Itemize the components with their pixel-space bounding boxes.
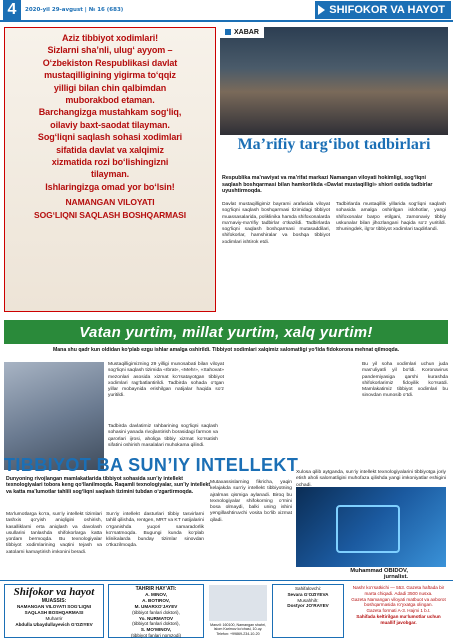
board-member: S. MO‘MINOV, (140, 627, 172, 633)
article2-col2: Tadbirda davlatimiz rahbarining sog‘liqni saqlash sohasini yanada rivojlantirish borasidagi farmon va qarorlari ijrosi, aholiga tibbiy xizmat ko‘rsatish sifatini oshirish masalalari muhokama qilindi. (108, 424, 218, 448)
founder-name: NAMANGAN VILOYATI SOG‘LIQNI SAQLASH BOSHQARMASI (16, 604, 91, 616)
footer-logo: Shifokor va hayot (13, 586, 95, 598)
greeting-box (4, 27, 216, 312)
greeting-line: oilaviy baxt-saodat tilayman. (50, 119, 170, 130)
footer-map-box (208, 584, 268, 638)
article3-col4: Xulosa qilib aytganda, sun’iy intellekt texnologiyalarini tibbiyotga joriy etish aholi salomatligini muhofaza qilishda yangi imkoniyatlar eshigini ochadi. (296, 470, 446, 488)
ai-chip-image (296, 487, 446, 567)
designer-name: Sevara G‘OZIYEVA (287, 591, 329, 597)
board-member-title: (tibbiyot fanlari nomzodi) (130, 632, 182, 638)
article3-author (300, 568, 408, 580)
masthead-brand: SHIFOKOR VA HAYOT (315, 1, 451, 19)
footer-address: Manzil: 160100, Namangan shahri, Islom Karimov ko‘chasi, 10-uy. Telefon: +99869-234-10-20 (210, 623, 266, 636)
greeting-text (11, 32, 209, 193)
article1-col2: Tadbirlarda mustaqillik yillarida sog‘liqni saqlash sohasida amalga oshirilgan islohotlar, yangi shifoxonalar barpo etilgani, zamonaviy tibbiy uskunalar bilan jihozlangani haqida so‘z yuritildi. Shuningdek, ilg‘or tibbiyot xodimlari taqdirlandi. (336, 202, 446, 233)
article3-col3: Mutaxassislarning fikricha, yaqin kelajakda sun’iy intellekt tibbiyotning ajralmas qismiga aylanadi. Biroq bu texnologiyalar shifokorning o‘rnini bosa olmaydi, balki uning ishini yengillashtiruvchi vosita bo‘lib xizmat qiladi. (210, 480, 292, 523)
article1-lead: Respublika ma’naviyat va ma’rifat markazi Namangan viloyati hokimligi, sog‘liqni saqlash boshqarmasi bilan hamkorlikda «Davlat mustaqilligi» shiori ostida tadbirlar uyushtirmoqda. (222, 175, 433, 195)
author-name: Muhammad OBIDOV, (350, 568, 408, 574)
greeting-line: Sog‘liqni saqlash sohasi xodimlari (37, 132, 183, 143)
editor-label: Muharrir (45, 616, 63, 621)
footer-notes-box (348, 584, 449, 638)
news-photo (220, 27, 448, 135)
page-number: 4 (3, 0, 21, 20)
greeting-line: tilayman. (90, 169, 130, 180)
board-member-title: (tibbiyot fanlari doktori), (132, 621, 180, 627)
greeting-line: xizmatida rozi bo‘lishingizni (51, 157, 169, 168)
news-tag-label: XABAR (234, 29, 259, 36)
article3-title: TIBBIYOT BA SUN’IY INTELLEKT (4, 455, 299, 475)
greeting-line: sifatida davlat va xalqimiz (56, 144, 164, 155)
greeting-line: Ishlaringizga omad yor bo‘lsin! (45, 181, 175, 192)
proofreader-name: Dostyor JO‘RAYEV (287, 603, 329, 609)
article1-title: Ma’rifiy targ‘ibot tadbirlari (237, 136, 431, 153)
imprint-note: Sahifada keltirilgan ma’lumotlar uchun muallif javobgar. (356, 613, 441, 625)
board-member: Yo. NURMATOV (138, 615, 174, 621)
tag-square-icon (225, 29, 231, 35)
signature-line: NAMANGAN VILOYATI (65, 197, 155, 208)
greeting-line: mustaqilligining yigirma to‘qqiz (44, 70, 176, 81)
footer-staff-box (272, 584, 344, 638)
greeting-line: yilligi bilan chin qalbimdan (53, 82, 167, 93)
designer-label: Sahifalovchi: (294, 586, 322, 591)
article2-lead: Mana shu qadr kun oldidan ko‘plab ezgu ishlar amalga oshirildi. Tibbiyot xodimlari xalqimiz salomatligi yo‘lida fidokorona mehnat qilmoqda. (52, 347, 400, 353)
board-label: TAHRIR HAY’ATI: (135, 586, 177, 592)
greeting-line: Aziz tibbiyot xodimlari! (61, 33, 159, 43)
greeting-line: muborakbod etaman. (65, 95, 155, 106)
greeting-line: O‘zbekiston Respublikasi davlat (42, 57, 178, 68)
page-header (0, 0, 453, 22)
article2-col3: Bu yil soha xodimlari uchun juda mas’uliyatli yil bo‘ldi. Koronavirus pandemiyasiga qarshi kurashda shifokorlarimiz fidoyilik ko‘rsatdi. Mamlakatimiz tibbiyot xodimlari bu sinovdan munosib o‘tdi. (362, 362, 448, 399)
article1-col1: Davlat mustaqilligimiz bayrami arafasida viloyat sog‘liqni saqlash boshqarmasi tizimidagi tibbiyot muassasalarida, poliklinika hamda shifoxonalarda ma’naviy-ma’rifiy tadbirlar o‘tkazildi. Tadbirlarda sog‘liqni saqlash boshqarmasi mutasaddilari, shifokorlar, hamshiralar va boshqa tibbiyot xodimlari ishtirok etdi. (222, 202, 330, 245)
print-note: Nashr ko‘rsatkichi — 553. Gazeta haftada bir marta chiqadi. Adadi 3500 nusxa. (352, 585, 445, 596)
register-note: Gazeta Namangan viloyati matbuot va axborot boshqarmasida ro‘yxatga olingan. (351, 596, 446, 608)
greeting-line: Barchangizga mustahkam sog‘liq, (38, 107, 182, 118)
board-member: A. BOTIROV, (142, 598, 170, 604)
issue-date: 2020-yil 29-avgust | № 16 (683) (25, 7, 124, 13)
proofreader-label: Musahhih: (297, 597, 319, 603)
photo-image (220, 27, 448, 135)
board-member: M. UMARXO‘JAYEV (134, 604, 178, 609)
author-role: jurnalist. (383, 574, 408, 580)
news-tag (220, 27, 264, 38)
award-photo (4, 362, 104, 470)
board-member: A. MINOV, (145, 592, 167, 598)
article2-col1: Mustaqilligimizning 29 yilligi munosabati bilan viloyat sog‘liqni saqlash tizimida «Ibrat», «Mehr», «Sahovat» mezonlari asosida xizmat ko‘rsatayotgan tibbiyot xodimlari rag‘batlantirildi. Tadbirda sohada o‘tgan yillar mobaynida erishilgan natijalar haqida so‘z yuritildi. (108, 362, 224, 399)
article3-lead: Dunyoning rivojlangan mamlakatlarida tibbiyot sohasida sun’iy intellekt texnologiyalari tobora keng qo‘llanilmoqda. Raqamli texnologiyalar, sun’iy intellekt va katta ma’lumotlar tahlili sog‘liqni saqlash tizimini tubdan o‘zgartirmoqda. (6, 476, 211, 495)
imprint-footer (0, 580, 453, 640)
banner-text: Vatan yurtim, millat yurtim, xalq yurtim! (79, 323, 373, 341)
footer-board-box (108, 584, 204, 638)
board-member-title: (tibbiyot fanlari doktori), (132, 609, 180, 615)
editor-name: Abdulla Ubaydullayevich G‘OZIYEV (15, 621, 93, 627)
location-map (209, 585, 267, 621)
founder-label: MUASSIS: (41, 598, 67, 604)
greeting-signature (11, 196, 209, 221)
greeting-line: Sizlarni sha’nli, ulug‘ ayyom – (47, 45, 173, 56)
signature-line: SOG‘LIQNI SAQLASH BOSHQARMASI (34, 209, 186, 220)
section-banner (4, 320, 448, 344)
format-note: Gazeta formati A-3. Hajmi 1 b.t. (366, 608, 431, 614)
footer-founder-box (4, 584, 104, 638)
article3-col2: Sun’iy intellekt dasturlari tibbiy tasvirlarni tahlil qilishda, rentgen, MRT va KT natijalarini o‘rganishda yuqori samaradorlik ko‘rsatmoqda. Bugungi kunda ko‘plab klinikalarda bunday tizimlar sinovdan o‘tkazilmoqda. (106, 512, 204, 549)
article3-col1: Ma’lumotlarga ko‘ra, sun’iy intellekt tizimlari tashxis qo‘yish aniqligini oshirish, kasalliklarni erta aniqlash va davolash usullarini tanlashda shifokorlarga katta yordam bermoqda. Bu texnologiyalar tibbiyot xodimlarining vaqtini tejash va xatolarni kamaytirish imkonini beradi. (6, 512, 102, 555)
